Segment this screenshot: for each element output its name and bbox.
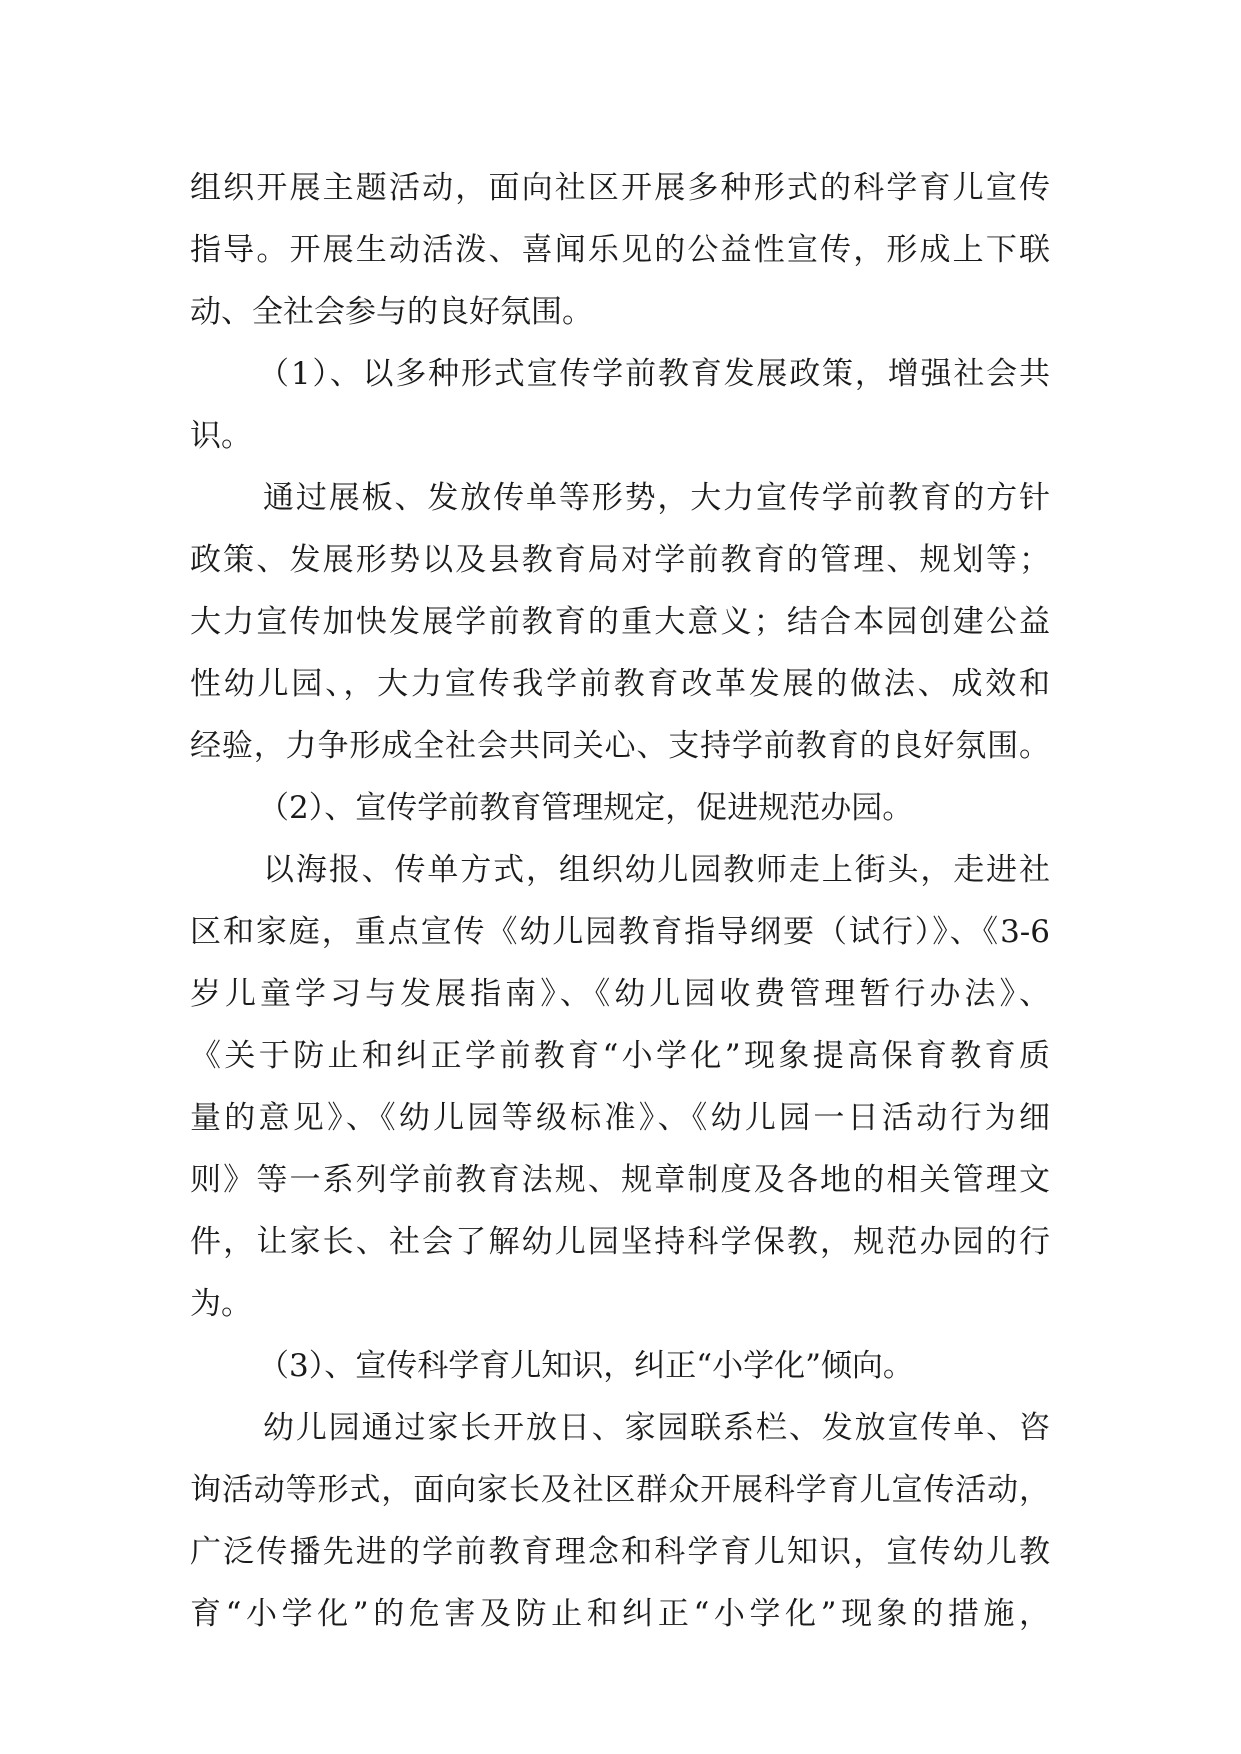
text-line: 大力宣传加快发展学前教育的重大意义；结合本园创建公益 xyxy=(190,604,1050,640)
text-line: 动、全社会参与的良好氛围。 xyxy=(190,294,593,330)
text-line: 政策、发展形势以及县教育局对学前教育的管理、规划等； xyxy=(190,542,1050,578)
text-line: 区和家庭，重点宣传《幼儿园教育指导纲要（试行）》、《3-6 xyxy=(190,914,1050,950)
text-line: 《关于防止和纠正学前教育“小学化”现象提高保育教育质 xyxy=(190,1038,1050,1074)
text-line: 岁儿童学习与发展指南》、《幼儿园收费管理暂行办法》、 xyxy=(190,976,1050,1012)
text-line: 指导。开展生动活泼、喜闻乐见的公益性宣传，形成上下联 xyxy=(190,232,1050,268)
text-line: 性幼儿园、，大力宣传我学前教育改革发展的做法、成效和 xyxy=(190,666,1050,702)
text-line: （3）、宣传科学育儿知识，纠正“小学化”倾向。 xyxy=(258,1348,914,1384)
text-line: 经验，力争形成全社会共同关心、支持学前教育的良好氛围。 xyxy=(190,728,1050,764)
text-line: 组织开展主题活动，面向社区开展多种形式的科学育儿宣传 xyxy=(190,170,1050,206)
text-line: 识。 xyxy=(190,418,252,454)
text-line: 通过展板、发放传单等形势，大力宣传学前教育的方针 xyxy=(263,480,1050,516)
text-line: 广泛传播先进的学前教育理念和科学育儿知识，宣传幼儿教 xyxy=(190,1534,1050,1570)
text-line: 育“小学化”的危害及防止和纠正“小学化”现象的措施， xyxy=(190,1596,1050,1632)
text-line: 幼儿园通过家长开放日、家园联系栏、发放宣传单、咨 xyxy=(263,1410,1050,1446)
text-line: 以海报、传单方式，组织幼儿园教师走上街头，走进社 xyxy=(263,852,1050,888)
text-line: 量的意见》、《幼儿园等级标准》、《幼儿园一日活动行为细 xyxy=(190,1100,1050,1136)
text-line: 则》等一系列学前教育法规、规章制度及各地的相关管理文 xyxy=(190,1162,1050,1198)
text-line: 为。 xyxy=(190,1286,252,1322)
text-line: 询活动等形式，面向家长及社区群众开展科学育儿宣传活动， xyxy=(190,1472,1050,1508)
text-line: 件，让家长、社会了解幼儿园坚持科学保教，规范办园的行 xyxy=(190,1224,1050,1260)
text-line: （2）、宣传学前教育管理规定，促进规范办园。 xyxy=(258,790,914,826)
text-line: （1）、以多种形式宣传学前教育发展政策，增强社会共 xyxy=(258,356,1050,392)
